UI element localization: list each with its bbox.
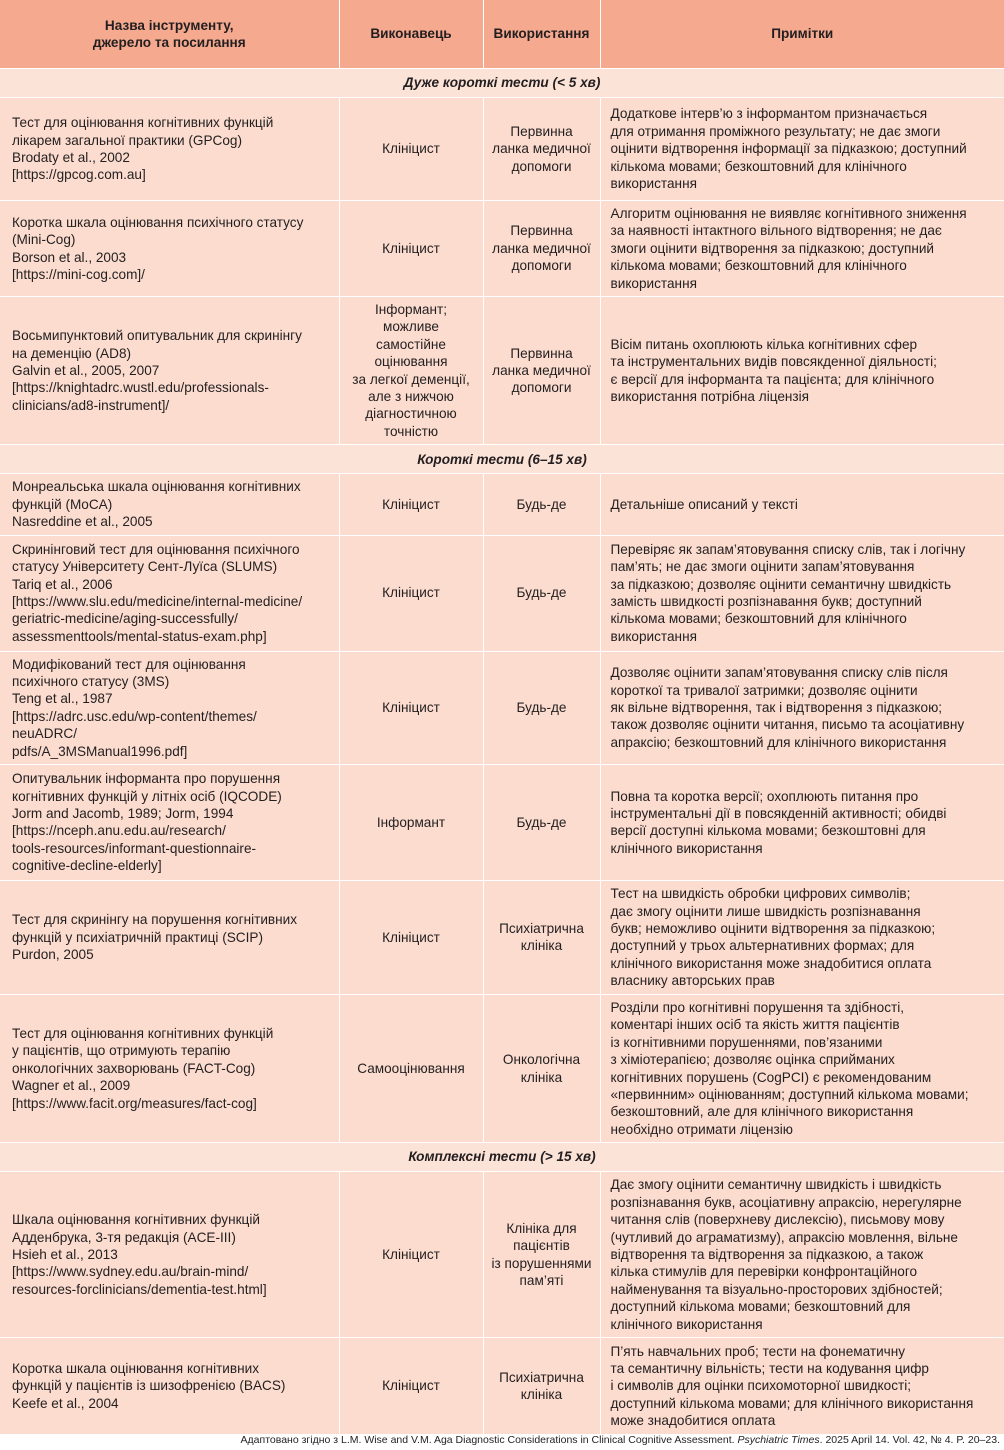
notes-cell-line: клінічного використання може знадобитися оплата <box>610 955 932 971</box>
tool-cell-line: Teng et al., 1987 <box>12 691 113 707</box>
performer-cell-line: Клініцист <box>382 585 440 601</box>
notes-cell-line: Вісім питань охоплюють кілька когнітивних сфер <box>610 336 918 352</box>
notes-cell-line: з хіміотерапією; дозволяє оцінка сприйманих <box>610 1052 895 1068</box>
header-tool-line: Назва інструменту, <box>104 17 234 33</box>
table-row <box>0 994 1004 1142</box>
header-usage-label: Використання <box>493 26 590 42</box>
notes-cell-line: замість швидкості розпізнавання букв; доступний <box>610 594 922 609</box>
tool-cell-line: cognitive-decline-elderly] <box>12 858 162 874</box>
usage-cell-line: пацієнтів <box>513 1238 570 1254</box>
usage-cell-line: допомоги <box>511 158 572 174</box>
usage-cell-line: Психіатрична <box>499 921 584 937</box>
notes-cell <box>600 98 1004 201</box>
performer-cell <box>339 764 483 880</box>
notes-cell-line: Повна та коротка версії; охоплюють питання про <box>610 788 919 804</box>
tool-cell-line: (Mini-Cog) <box>12 232 76 248</box>
performer-cell <box>339 201 483 297</box>
performer-cell-line: самостійне <box>376 336 446 352</box>
header-notes <box>600 0 1004 69</box>
notes-cell-line: когнітивних порушень (CogPCI) є рекомендованим <box>610 1069 932 1085</box>
notes-cell-line: доступний у трьох альтернативних формах; для <box>610 938 915 954</box>
notes-cell-line: змоги оцінити відтворення за підказкою; доступний <box>610 240 935 256</box>
tool-cell <box>0 880 339 994</box>
notes-cell-line: розпізнавання букв, асоціативну апраксію, нерегулярне <box>610 1194 962 1210</box>
usage-cell <box>483 764 600 880</box>
usage-cell-line: пам’яті <box>519 1273 564 1289</box>
tool-cell-line: функцій (MoCA) <box>12 496 113 512</box>
notes-cell <box>600 1172 1004 1338</box>
notes-cell <box>600 1338 1004 1435</box>
performer-cell-line: Клініцист <box>382 1378 440 1394</box>
usage-cell <box>483 201 600 297</box>
notes-cell-line: Перевіряє як запам’ятовування списку слів, так і логічну <box>610 541 966 557</box>
performer-cell-line: Інформант; <box>374 302 447 318</box>
tool-cell-line: на деменцію (AD8) <box>12 345 132 361</box>
notes-cell-line: Розділи про когнітивні порушення та здібності, <box>610 999 905 1015</box>
usage-cell-line: Онкологічна <box>502 1052 581 1068</box>
notes-cell-line: для отримання проміжного результату; не дає змоги <box>610 123 941 139</box>
tool-cell-line: [https://nceph.anu.edu.au/research/ <box>12 823 226 839</box>
tool-cell-line: Тест для оцінювання когнітивних функцій <box>12 115 274 131</box>
tool-cell <box>0 651 339 764</box>
usage-cell <box>483 1172 600 1338</box>
source-footnote <box>241 1434 1000 1447</box>
performer-cell-line: але з нижчою <box>368 389 454 405</box>
performer-cell-line: Клініцист <box>382 929 440 945</box>
notes-cell <box>600 535 1004 651</box>
notes-cell-line: відтворення та відтворення за підказкою, а також <box>610 1246 924 1262</box>
tool-cell <box>0 764 339 880</box>
usage-cell-line: клініка <box>520 938 563 954</box>
notes-cell-line: є версії для інформанта та пацієнта; для клінічного <box>610 371 935 387</box>
notes-cell-line: Тест на швидкість обробки цифрових символів; <box>610 886 911 902</box>
tool-cell-line: психічного статусу (3MS) <box>12 673 170 689</box>
tool-cell-line: Модифікований тест для оцінювання <box>12 656 246 672</box>
usage-cell-line: клініка <box>520 1069 563 1085</box>
table-row <box>0 1338 1004 1435</box>
tool-cell-line: статусу Університету Сент-Луїса (SLUMS) <box>12 559 278 575</box>
notes-cell-line: доступний кількома мовами; безкоштовний для <box>610 1299 911 1315</box>
tool-cell-line: Восьмипунктовий опитувальник для скринінгу <box>12 328 302 344</box>
tool-cell-line: geriatric-medicine/aging-successfully/ <box>12 611 238 627</box>
tool-cell-line: Скринінговий тест для оцінювання психічного <box>12 541 300 557</box>
table-row <box>0 764 1004 880</box>
tool-cell-line: Опитувальник інформанта про порушення <box>12 771 281 787</box>
section-very-short: Дуже короткі тести (< 5 хв) <box>0 69 1004 98</box>
notes-cell-line: апраксію; безкоштовний для клінічного використання <box>610 734 947 750</box>
usage-cell-line: Первинна <box>510 223 573 239</box>
section-row <box>0 69 1004 98</box>
tool-cell-line: assessmenttools/mental-status-exam.php] <box>12 628 267 644</box>
usage-cell-line: Будь-де <box>516 585 567 601</box>
usage-cell-line: Будь-де <box>516 814 567 830</box>
notes-cell-line: короткої та тривалої затримки; дозволяє оцінити <box>610 682 918 698</box>
performer-cell-line: Самооцінювання <box>357 1060 465 1076</box>
section-short: Короткі тести (6–15 хв) <box>0 445 1004 474</box>
usage-cell-line: Будь-де <box>516 496 567 512</box>
tool-cell <box>0 535 339 651</box>
performer-cell <box>339 474 483 535</box>
header-performer <box>339 0 483 69</box>
notes-cell-line: використання потрібна ліцензія <box>610 389 810 405</box>
tool-cell-line: Тест для скринінгу на порушення когнітивних <box>12 912 298 928</box>
table-row <box>0 98 1004 201</box>
tool-cell-line: у пацієнтів, що отримують терапію <box>12 1043 231 1059</box>
notes-cell-line: Додаткове інтерв’ю з інформантом призначається <box>610 106 928 122</box>
tool-cell-line: Borson et al., 2003 <box>12 249 127 265</box>
performer-cell-line: можливе <box>382 319 439 335</box>
table-row <box>0 1172 1004 1338</box>
tool-cell-line: Wagner et al., 2009 <box>12 1078 131 1094</box>
section-row <box>0 1143 1004 1172</box>
tool-cell-line: Brodaty et al., 2002 <box>12 150 130 165</box>
performer-cell-line: діагностичною <box>365 406 457 422</box>
notes-cell-line: безкоштовний, але для клінічного використання <box>610 1104 914 1120</box>
tool-cell-line: Шкала оцінювання когнітивних функцій <box>12 1212 260 1228</box>
usage-cell-line: із порушеннями <box>491 1255 592 1271</box>
notes-cell-line: кілька стимулів для перевірки конфронтаційного <box>610 1264 918 1280</box>
tool-cell-line: [https://knightadrc.wustl.edu/professionals- <box>12 380 269 396</box>
usage-cell-line: ланка медичної <box>492 240 591 256</box>
notes-cell-line: використання <box>610 176 697 192</box>
header-row <box>0 0 1004 69</box>
tool-cell-line: neuADRC/ <box>12 726 77 742</box>
tool-cell-line: Hsieh et al., 2013 <box>12 1246 118 1262</box>
notes-cell <box>600 764 1004 880</box>
notes-cell <box>600 474 1004 535</box>
notes-cell-line: Алгоритм оцінювання не виявляє когнітивного зниження <box>610 206 967 221</box>
usage-cell-line: Первинна <box>510 345 573 361</box>
notes-cell-line: за наявності інтактного вільного відтворення; не дає <box>610 223 942 239</box>
tool-cell-line: clinicians/ad8-instrument]/ <box>12 397 170 413</box>
tool-cell-line: Nasreddine et al., 2005 <box>12 514 153 530</box>
performer-cell <box>339 651 483 764</box>
performer-cell-line: Клініцист <box>382 700 440 716</box>
usage-cell <box>483 474 600 535</box>
notes-cell-line: коментарі інших осіб та якість життя пацієнтів <box>610 1017 900 1033</box>
header-performer-label: Виконавець <box>370 26 452 42</box>
tool-cell-line: функцій у пацієнтів із шизофренією (BACS) <box>12 1378 286 1394</box>
notes-cell-line: (чутливий до аграматизму), апраксію мовлення, вільне <box>610 1229 958 1245</box>
notes-cell-line: кількома мовами; безкоштовний для клінічного <box>610 258 907 274</box>
tool-cell-line: Tariq et al., 2006 <box>12 576 113 592</box>
tool-cell-line: Jorm and Jacomb, 1989; Jorm, 1994 <box>12 806 234 822</box>
notes-cell-line: кількома мовами; безкоштовний для клінічного <box>610 158 907 174</box>
tool-cell <box>0 98 339 201</box>
performer-cell <box>339 880 483 994</box>
tool-cell-line: лікарем загальної практики (GPCog) <box>12 132 242 148</box>
header-usage <box>483 0 600 69</box>
usage-cell-line: допомоги <box>511 380 572 396</box>
tool-cell <box>0 994 339 1142</box>
performer-cell-line: оцінювання <box>374 354 448 370</box>
tool-cell-line: tools-resources/informant-questionnaire- <box>12 840 257 856</box>
tool-cell-line: pdfs/A_3MSManual1996.pdf] <box>12 743 188 759</box>
header-tool-line: джерело та посилання <box>92 35 246 50</box>
notes-cell-line: читання слів (поверхневу дислексію), письмову мову <box>610 1212 945 1228</box>
notes-cell-line: використання <box>610 275 697 291</box>
notes-cell <box>600 880 1004 994</box>
notes-cell-line: оцінити відтворення інформації за підказкою; доступний <box>610 141 967 157</box>
tool-cell-line: resources-forclinicians/dementia-test.html] <box>12 1281 267 1297</box>
header-tool <box>0 0 339 69</box>
performer-cell <box>339 994 483 1142</box>
tool-cell <box>0 1338 339 1435</box>
performer-cell-line: за легкої деменції, <box>352 371 470 387</box>
notes-cell-line: використання <box>610 628 697 644</box>
performer-cell-line: точністю <box>383 423 439 439</box>
tool-cell-line: функцій у психіатричній практиці (SCIP) <box>12 929 263 945</box>
performer-cell <box>339 1172 483 1338</box>
usage-cell-line: Психіатрична <box>499 1369 584 1385</box>
footnote-journal: Psychiatric Times <box>737 1434 820 1446</box>
tool-cell-line: [https://www.facit.org/measures/fact-cog] <box>12 1095 257 1111</box>
tool-cell <box>0 297 339 445</box>
tool-cell-line: когнітивних функцій у літніх осіб (IQCODE) <box>12 788 282 804</box>
tool-cell-line: [https://www.sydney.edu.au/brain-mind/ <box>12 1264 249 1280</box>
usage-cell-line: Клініка для <box>506 1220 577 1236</box>
tool-cell-line: Purdon, 2005 <box>12 947 94 963</box>
usage-cell-line: клініка <box>520 1387 563 1403</box>
notes-cell-line: із когнітивними порушеннями, пов’язаними <box>610 1034 883 1050</box>
footnote-prefix: Адаптовано згідно з L.M. Wise and V.M. Aga Diagnostic Considerations in Clinical Cognitive Assessment. <box>240 1434 735 1446</box>
table-row <box>0 474 1004 535</box>
performer-cell-line: Клініцист <box>382 141 440 157</box>
notes-cell-line: «первинним» оцінюванням; доступний кількома мовами; <box>610 1086 969 1102</box>
notes-cell-line: доступний кількома мовами; для клінічного використання <box>610 1395 974 1411</box>
notes-cell-line: кількома мовами; безкоштовний для клінічного <box>610 611 907 627</box>
tool-cell-line: Galvin et al., 2005, 2007 <box>12 362 160 378</box>
performer-cell-line: Клініцист <box>382 240 440 256</box>
usage-cell-line: ланка медичної <box>492 362 591 378</box>
notes-cell-line: також дозволяє оцінити читання, письмо та асоціативну <box>610 717 965 733</box>
usage-cell-line: допомоги <box>511 258 572 274</box>
table-row <box>0 297 1004 445</box>
usage-cell <box>483 1338 600 1435</box>
tool-cell-line: онкологічних захворювань (FACT-Cog) <box>12 1060 256 1076</box>
notes-cell-line: інструментальні дії в повсякденній активності; обидві <box>610 806 947 822</box>
notes-cell-line: пам’ять; не дає змоги оцінити запам’ятовування <box>610 559 915 575</box>
usage-cell <box>483 880 600 994</box>
notes-cell-line: може знадобитися оплата <box>610 1413 776 1429</box>
performer-cell <box>339 297 483 445</box>
notes-cell-line: за підказкою; дозволяє оцінити семантичну швидкість <box>610 576 952 592</box>
usage-cell <box>483 98 600 201</box>
tool-cell <box>0 474 339 535</box>
performer-cell <box>339 1338 483 1435</box>
header-notes-label: Примітки <box>771 26 834 42</box>
tool-cell-line: [https://mini-cog.com]/ <box>12 266 145 282</box>
footnote-suffix: . 2025 April 14. Vol. 42, № 4. P. 20–23. <box>819 1434 1000 1446</box>
notes-cell-line: букв; неможливо оцінити відтворення за підказкою; <box>610 921 936 937</box>
performer-cell-line: Клініцист <box>382 1246 440 1262</box>
table-row <box>0 651 1004 764</box>
tool-cell-line: Адденбрука, 3-тя редакція (ACE-III) <box>12 1229 236 1245</box>
notes-cell-line: версії доступні кількома мовами; безкоштовні для <box>610 823 926 839</box>
table-row <box>0 880 1004 994</box>
tool-cell-line: Keefe et al., 2004 <box>12 1395 119 1411</box>
performer-cell-line: Інформант <box>376 814 446 830</box>
tool-cell-line: Монреальська шкала оцінювання когнітивних <box>12 479 301 495</box>
table-row <box>0 535 1004 651</box>
notes-cell-line: Дає змогу оцінити семантичну швидкість і швидкість <box>610 1177 942 1193</box>
notes-cell-line: і символів для оцінки психомоторної швидкості; <box>610 1378 912 1394</box>
performer-cell <box>339 98 483 201</box>
tool-cell-line: Коротка шкала оцінювання психічного статусу <box>12 214 304 230</box>
performer-cell <box>339 535 483 651</box>
usage-cell-line: ланка медичної <box>492 141 591 157</box>
notes-cell <box>600 994 1004 1142</box>
notes-cell-line: Детальніше описаний у тексті <box>610 496 798 512</box>
tool-cell-line: Тест для оцінювання когнітивних функцій <box>12 1026 274 1042</box>
section-complex: Комплексні тести (> 15 хв) <box>0 1143 1004 1172</box>
tool-cell-line: [https://www.slu.edu/medicine/internal-medicine/ <box>12 594 303 609</box>
performer-cell-line: Клініцист <box>382 496 440 512</box>
section-row <box>0 445 1004 474</box>
notes-cell-line: найменування та візуально-просторових здібностей; <box>610 1281 943 1297</box>
tool-cell-line: Коротка шкала оцінювання когнітивних <box>12 1361 260 1377</box>
tool-cell-line: [https://gpcog.com.au] <box>12 167 146 183</box>
tool-cell-line: [https://adrc.usc.edu/wp-content/themes/ <box>12 708 257 724</box>
notes-cell-line: дає змогу оцінити лише швидкість розпізнавання <box>610 903 921 919</box>
notes-cell <box>600 297 1004 445</box>
notes-cell <box>600 651 1004 764</box>
usage-cell-line: Первинна <box>510 123 573 139</box>
notes-cell-line: та інструментальних видів повсякденної діяльності; <box>610 354 937 370</box>
notes-cell-line: як вільне відтворення, так і відтворення з підказкою; <box>610 700 943 716</box>
notes-cell-line: власнику авторських прав <box>610 973 775 989</box>
table-row <box>0 201 1004 297</box>
notes-cell-line: Дозволяє оцінити запам’ятовування списку слів після <box>610 665 948 681</box>
notes-cell-line: клінічного використання <box>610 840 763 856</box>
notes-cell-line: П’ять навчальних проб; тести на фонематичну <box>610 1343 906 1359</box>
tool-cell <box>0 1172 339 1338</box>
usage-cell <box>483 535 600 651</box>
usage-cell <box>483 994 600 1142</box>
notes-cell <box>600 201 1004 297</box>
notes-cell-line: необхідно отримати ліцензію <box>610 1121 793 1137</box>
usage-cell <box>483 651 600 764</box>
usage-cell-line: Будь-де <box>516 700 567 716</box>
tool-cell <box>0 201 339 297</box>
notes-cell-line: та семантичну вільність; тести на кодування цифр <box>610 1361 929 1377</box>
notes-cell-line: клінічного використання <box>610 1316 763 1332</box>
usage-cell <box>483 297 600 445</box>
